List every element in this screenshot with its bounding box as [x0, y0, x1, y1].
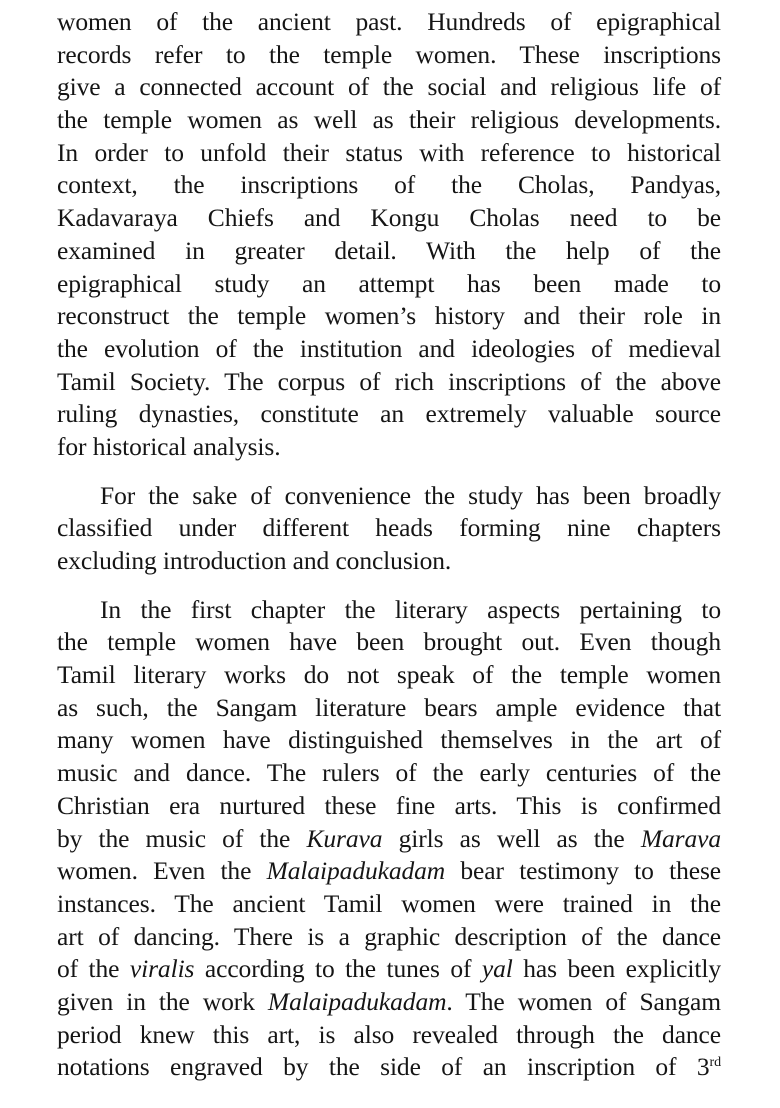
text-line: give a connected account of the social and religious life of: [57, 72, 721, 102]
text-line: women of the ancient past. Hundreds of epigraphical: [57, 7, 721, 36]
paragraph-3: [57, 594, 721, 1084]
text-line: the temple women have been brought out. Even though: [57, 627, 721, 657]
text-line: women. Even the Malaipadukadam bear testimony to these: [57, 856, 722, 886]
text-line: examined in greater detail. With the help of the: [57, 235, 721, 265]
text-line: as such, the Sangam literature bears ample evidence that: [57, 692, 721, 722]
text-line: excluding introduction and conclusion.: [57, 546, 452, 575]
italic-term: Marava: [640, 823, 721, 853]
ordinal-superscript: rd: [709, 1055, 721, 1071]
text-line: Kadavaraya Chiefs and Kongu Cholas need to be: [57, 203, 721, 233]
italic-term: Malaipadukadam: [267, 986, 447, 1016]
text-line: For the sake of convenience the study has been broadly: [100, 480, 721, 510]
paragraph-gap: [57, 464, 721, 480]
text-line: records refer to the temple women. These inscriptions: [57, 39, 721, 69]
paragraph-2: [57, 480, 721, 578]
text-line: reconstruct the temple women’s history and their role in: [57, 301, 721, 331]
text-line: In the first chapter the literary aspects pertaining to: [100, 594, 721, 624]
paragraph-gap: [57, 578, 721, 594]
paragraph-1: [57, 6, 721, 464]
text-line: instances. The ancient Tamil women were trained in the: [57, 888, 721, 918]
text-line: given in the work Malaipadukadam. The women of Sangam: [57, 986, 722, 1016]
text-line: epigraphical study an attempt has been made to: [57, 268, 721, 298]
text-line: music and dance. The rulers of the early centuries of the: [57, 758, 721, 788]
text-line: context, the inscriptions of the Cholas, Pandyas,: [57, 170, 721, 200]
text-line: the evolution of the institution and ideologies of medieval: [57, 333, 721, 363]
text-line: Christian era nurtured these fine arts. This is confirmed: [57, 790, 721, 820]
text-line: of the viralis according to the tunes of yal has been explicitly: [57, 954, 721, 984]
italic-term: yal: [481, 954, 513, 984]
text-line: classified under different heads forming nine chapters: [57, 513, 721, 543]
italic-term: viralis: [129, 954, 195, 984]
text-line: period knew this art, is also revealed through the dance: [57, 1019, 721, 1049]
document-page: [57, 6, 721, 1084]
text-line: Tamil literary works do not speak of the temple women: [57, 660, 721, 690]
text-line: notations engraved by the side of an inscription of 3rd: [57, 1052, 721, 1082]
text-line: the temple women as well as their religious developments.: [57, 105, 721, 135]
text-line: many women have distinguished themselves in the art of: [57, 725, 721, 755]
italic-term: Kurava: [306, 823, 383, 853]
italic-term: Malaipadukadam: [266, 856, 446, 886]
text-line: Tamil Society. The corpus of rich inscriptions of the above: [57, 366, 721, 396]
text-line: ruling dynasties, constitute an extremely valuable source: [57, 399, 721, 429]
text-line: for historical analysis.: [57, 431, 281, 461]
text-line: art of dancing. There is a graphic description of the dance: [57, 921, 721, 951]
text-line: In order to unfold their status with reference to historical: [57, 137, 721, 167]
text-line: by the music of the Kurava girls as well as the Marava: [57, 823, 721, 853]
